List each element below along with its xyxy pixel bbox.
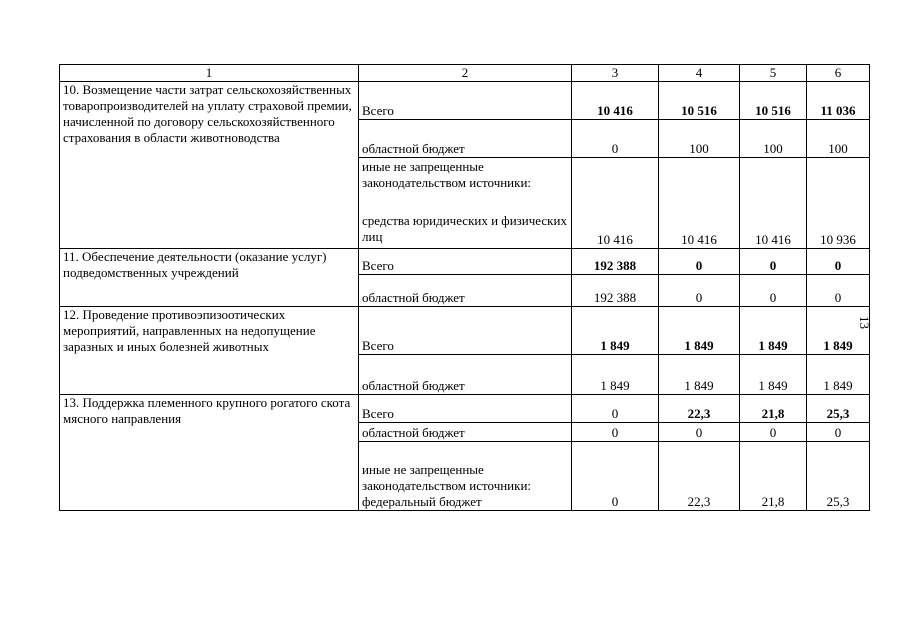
value-cell: 0 xyxy=(807,249,870,275)
value-cell: 21,8 xyxy=(740,442,807,511)
table-row xyxy=(60,82,870,120)
source-label: федеральный бюджет xyxy=(362,494,482,509)
item-description: 10. Возмещение части затрат сельскохозяйственных товаропроизводителей на уплату страховой премии, начисленной по договору сельскохозяйственного страхования в области животноводства xyxy=(60,82,359,249)
value-cell: 0 xyxy=(659,249,740,275)
value-cell: 100 xyxy=(807,120,870,158)
value-cell: 100 xyxy=(659,120,740,158)
source-label: средства юридических и физических лиц xyxy=(362,213,567,244)
table-row xyxy=(60,307,870,355)
column-header: 2 xyxy=(359,65,572,82)
value-cell: 0 xyxy=(807,423,870,442)
source-label: Всего xyxy=(359,395,572,423)
source-label: Всего xyxy=(359,249,572,275)
value-cell: 22,3 xyxy=(659,442,740,511)
value-cell: 10 936 xyxy=(807,158,870,249)
column-header: 1 xyxy=(60,65,359,82)
value-cell: 10 516 xyxy=(740,82,807,120)
value-cell: 0 xyxy=(572,442,659,511)
value-cell: 0 xyxy=(572,120,659,158)
item-description: 13. Поддержка племенного крупного рогатого скота мясного направления xyxy=(60,395,359,511)
value-cell: 10 416 xyxy=(740,158,807,249)
table-row xyxy=(60,395,870,423)
value-cell: 11 036 xyxy=(807,82,870,120)
value-cell: 1 849 xyxy=(572,307,659,355)
value-cell: 1 849 xyxy=(807,307,870,355)
value-cell: 192 388 xyxy=(572,249,659,275)
value-cell: 22,3 xyxy=(659,395,740,423)
value-cell: 1 849 xyxy=(659,355,740,395)
value-cell: 0 xyxy=(659,275,740,307)
source-label: Всего xyxy=(359,82,572,120)
source-cell xyxy=(359,158,572,249)
value-cell: 1 849 xyxy=(740,307,807,355)
column-header: 3 xyxy=(572,65,659,82)
value-cell: 10 416 xyxy=(572,158,659,249)
source-label: областной бюджет xyxy=(359,355,572,395)
value-cell: 0 xyxy=(807,275,870,307)
value-cell: 10 416 xyxy=(572,82,659,120)
column-header: 4 xyxy=(659,65,740,82)
page-number: 13 xyxy=(857,316,872,329)
budget-table xyxy=(59,64,870,511)
value-cell: 1 849 xyxy=(572,355,659,395)
value-cell: 21,8 xyxy=(740,395,807,423)
value-cell: 25,3 xyxy=(807,395,870,423)
value-cell: 100 xyxy=(740,120,807,158)
value-cell: 10 416 xyxy=(659,158,740,249)
source-label: областной бюджет xyxy=(359,423,572,442)
source-label: областной бюджет xyxy=(359,275,572,307)
value-cell: 0 xyxy=(572,395,659,423)
table-header-row xyxy=(60,65,870,82)
source-label: областной бюджет xyxy=(359,120,572,158)
source-note: иные не запрещенные законодательством источники: xyxy=(362,159,532,190)
value-cell: 0 xyxy=(740,275,807,307)
value-cell: 1 849 xyxy=(740,355,807,395)
value-cell: 0 xyxy=(740,423,807,442)
value-cell: 192 388 xyxy=(572,275,659,307)
source-label: Всего xyxy=(359,307,572,355)
value-cell: 0 xyxy=(659,423,740,442)
value-cell: 0 xyxy=(740,249,807,275)
column-header: 5 xyxy=(740,65,807,82)
value-cell: 10 516 xyxy=(659,82,740,120)
source-cell xyxy=(359,442,572,511)
item-description: 11. Обеспечение деятельности (оказание услуг) подведомственных учреждений xyxy=(60,249,359,307)
source-note: иные не запрещенные законодательством источники: xyxy=(362,462,532,493)
table-row xyxy=(60,249,870,275)
item-description: 12. Проведение противоэпизоотических мероприятий, направленных на недопущение заразных и иных болезней животных xyxy=(60,307,359,395)
column-header: 6 xyxy=(807,65,870,82)
value-cell: 0 xyxy=(572,423,659,442)
value-cell: 1 849 xyxy=(659,307,740,355)
value-cell: 1 849 xyxy=(807,355,870,395)
value-cell: 25,3 xyxy=(807,442,870,511)
